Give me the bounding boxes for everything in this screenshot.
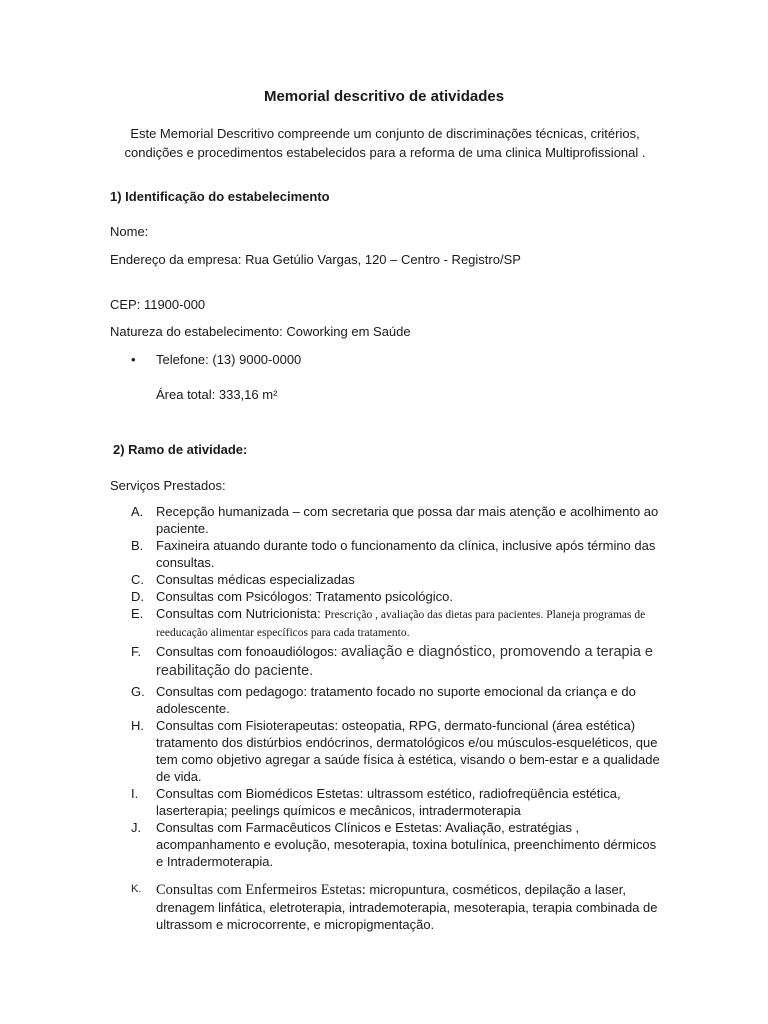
list-marker: A. — [131, 504, 144, 519]
bullet-marker: • — [131, 352, 136, 367]
list-item-detail: Prescrição , avaliação das dietas para pacientes. Planeja programas de reeducação alimentar específicos para cada tratamento. — [156, 609, 646, 639]
list-marker: E. — [131, 606, 144, 621]
list-item — [131, 683, 661, 717]
document-title: Memorial descritivo de atividades — [263, 88, 505, 105]
list-item — [131, 643, 661, 681]
list-marker: G. — [131, 684, 145, 699]
list-item-text: Consultas com Farmacêuticos Clínicos e Estetas: Avaliação, estratégias , acompanhamento e evolução, mesoterapia, toxina botulínica, preenchimento dérmicos e Intradermoterapia. — [156, 820, 657, 869]
list-item-text: Consultas com Psicólogos: Tratamento psicológico. — [156, 589, 453, 604]
field-natureza: Natureza do estabelecimento: Coworking em Saúde — [110, 324, 411, 339]
list-item — [131, 605, 661, 641]
list-marker: C. — [131, 572, 144, 587]
list-item — [131, 571, 661, 588]
section2-heading: 2) Ramo de atividade: — [113, 442, 248, 457]
list-marker: D. — [131, 589, 144, 604]
section1-heading: 1) Identificação do estabelecimento — [110, 189, 330, 204]
list-item — [131, 588, 661, 605]
field-telefone: Telefone: (13) 9000-0000 — [156, 352, 302, 367]
list-item-detail: avaliação e diagnóstico, promovendo a terapia e reabilitação do paciente. — [156, 644, 653, 679]
field-endereco: Endereço da empresa: Rua Getúlio Vargas, 120 – Centro - Registro/SP — [110, 252, 521, 267]
field-nome: Nome: — [110, 224, 149, 239]
field-area: Área total: 333,16 m² — [156, 387, 278, 402]
services-list — [131, 503, 661, 933]
list-item-text: Consultas com Biomédicos Estetas: ultrassom estético, radiofreqüência estética, laserterapia; peelings químicos e mecânicos, intradermoterapia — [156, 786, 621, 818]
list-item — [131, 537, 661, 571]
list-item-lead: Consultas com fonoaudiólogos: — [156, 644, 342, 659]
list-item — [131, 785, 661, 819]
list-item-text: Consultas médicas especializadas — [156, 572, 355, 587]
list-item-text: Recepção humanizada – com secretaria que possa dar mais atenção e acolhimento ao paciente. — [156, 504, 659, 536]
list-marker: J. — [131, 820, 142, 835]
list-item-detail: micropuntura, cosméticos, depilação a laser, drenagem linfática, eletroterapia, intrademoterapia, mesoterapia, terapia combinada de ultrassom e microcorrente, e micropigmentação. — [156, 882, 658, 932]
list-item-text: Faxineira atuando durante todo o funcionamento da clínica, inclusive após término das consultas. — [156, 538, 656, 570]
list-item — [131, 881, 661, 933]
list-item-text: Consultas com Fisioterapeutas: osteopatia, RPG, dermato-funcional (área estética) tratamento dos distúrbios endócrinos, dermatológicos e/ou músculos-esqueléticos, que tem como objetivo agregar a saúde física à estética, visando o bem-estar e a qualidade de vida. — [156, 718, 660, 784]
list-item-text: Consultas com pedagogo: tratamento focado no suporte emocional da criança e do adolescente. — [156, 684, 636, 716]
list-item — [131, 503, 661, 537]
list-marker: H. — [131, 718, 144, 733]
list-item — [131, 717, 661, 785]
field-cep: CEP: 11900-000 — [110, 297, 206, 312]
intro-paragraph: Este Memorial Descritivo compreende um conjunto de discriminações técnicas, critérios, condições e procedimentos estabelecidos para a reforma de uma clinica Multiprofissional . — [124, 126, 646, 160]
servicos-label: Serviços Prestados: — [110, 478, 226, 493]
list-marker: I. — [131, 786, 139, 801]
list-marker: F. — [131, 644, 142, 659]
list-marker: K. — [131, 883, 142, 895]
list-item-lead: Consultas com Nutricionista: — [156, 606, 325, 621]
list-item — [131, 819, 661, 870]
list-marker: B. — [131, 538, 144, 553]
list-item-lead: Consultas com Enfermeiros Estetas: — [156, 882, 366, 898]
